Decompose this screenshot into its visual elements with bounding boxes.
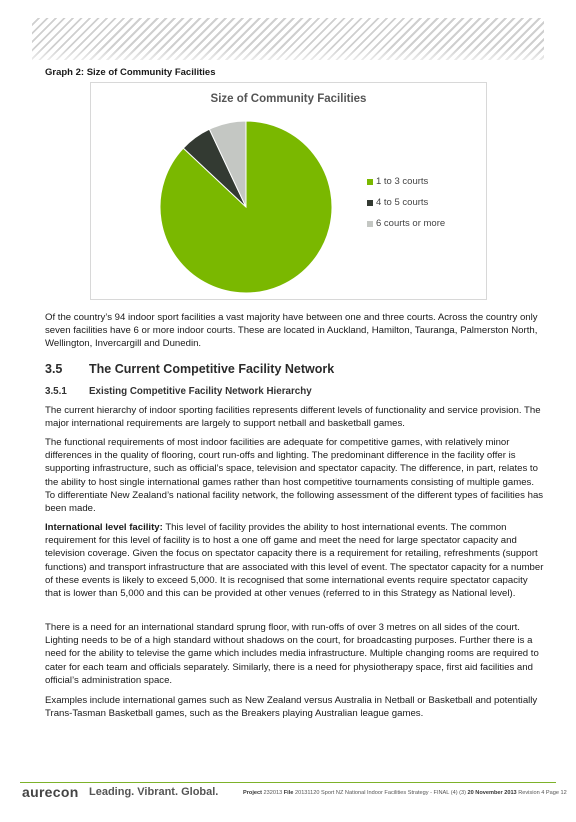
legend-label: 6 courts or more <box>376 218 446 229</box>
footer-date: 20 November 2013 <box>467 790 517 796</box>
footer-file: 20131120 Sport NZ National Indoor Facilities Strategy - FINAL (4) (3) <box>294 790 466 796</box>
legend-swatch <box>367 179 373 185</box>
section-number: 3.5 <box>45 362 63 376</box>
paragraph-intro: Of the country’s 94 indoor sport facilities a vast majority have between one and three courts. Across the country only seven facilities have 6 or more indoor courts. These are located in Auckland, Hamilton, Tauranga, Palmerston North, Wellington, Invercargill and Dunedin. <box>45 312 538 350</box>
legend-label: 1 to 3 courts <box>376 176 429 187</box>
graph-caption: Graph 2: Size of Community Facilities <box>45 67 216 78</box>
footer-page: Page 12 <box>545 790 567 796</box>
footer-revision: Revision 4 <box>518 790 545 796</box>
legend-item <box>367 192 445 213</box>
paragraph-3-text: This level of facility provides the ability to host international events. The common requirement for this level of facility is to host a one off game and meet the need for large spectator capacity and television coverage. Given the focus on spectator capacity there is a requirement for retailing, refreshments (support functions) and transport infrastructure that are associated with this level of event. The spectator capacity for a number of these events is likely to exceed 5,000. It is recognised that some international events require spectator capacity that is lower than 5,000 and this can be provided at other venues (referred to in this Strategy as National level). <box>45 522 544 600</box>
paragraph-3 <box>45 521 545 600</box>
footer-divider <box>20 782 556 783</box>
paragraph-5: Examples include international games such as New Zealand versus Australia in Netball or Basketball and potentially Trans-Tasman Basketball games, such as the Breakers playing Australian league games. <box>45 695 538 720</box>
section-title: The Current Competitive Facility Network <box>89 362 335 376</box>
chart-legend <box>367 171 445 234</box>
legend-swatch <box>367 221 373 227</box>
footer-tagline: Leading. Vibrant. Global. <box>89 786 219 798</box>
subsection-title: Existing Competitive Facility Network Hierarchy <box>89 386 312 397</box>
paragraph-1: The current hierarchy of indoor sporting facilities represents different levels of functionality and service provision. The major international requirements are largely to support netball and basketball games. <box>45 405 541 430</box>
chart-title: Size of Community Facilities <box>210 93 367 105</box>
header-hatch-band <box>32 18 544 60</box>
aurecon-logo: aurecon <box>22 784 79 800</box>
subsection-number: 3.5.1 <box>45 386 67 397</box>
paragraph-3-lead: International level facility: <box>45 522 163 533</box>
footer-info <box>243 790 567 796</box>
legend-swatch <box>367 200 373 206</box>
subsection-heading <box>45 386 312 397</box>
footer-project-label: Project <box>243 790 262 796</box>
legend-item <box>367 213 445 234</box>
section-heading <box>45 362 334 376</box>
legend-label: 4 to 5 courts <box>376 197 429 208</box>
pie-chart <box>90 82 487 300</box>
paragraph-2: The functional requirements of most indoor facilities are adequate for competitive games, with relatively minor differences in the quality of flooring, court run-offs and lighting. The predominant difference in the facility offer is supporting infrastructure, such as official’s space, television and spectator capacity. The difference, in part, relates to the ability to host single international games rather than host competitive tournaments consisting of multiple games. To differentiate New Zealand’s national facility network, the following assessment of the different types of facilities has been made. <box>45 437 544 515</box>
footer-project: 232013 <box>263 790 283 796</box>
footer-file-label: File <box>283 790 294 796</box>
paragraph-4: There is a need for an international standard sprung floor, with run-offs of over 3 metres on all sides of the court. Lighting needs to be of a high standard without shadows on the court, for broadcasting purposes. Further there is a need for the ability to televise the game which includes media infrastructure. Multiple changing rooms are required to cater for each team and officials separately. Similarly, there is a need for physiotherapy space, first aid facilities and official’s administration space. <box>45 622 539 686</box>
legend-item <box>367 171 445 192</box>
